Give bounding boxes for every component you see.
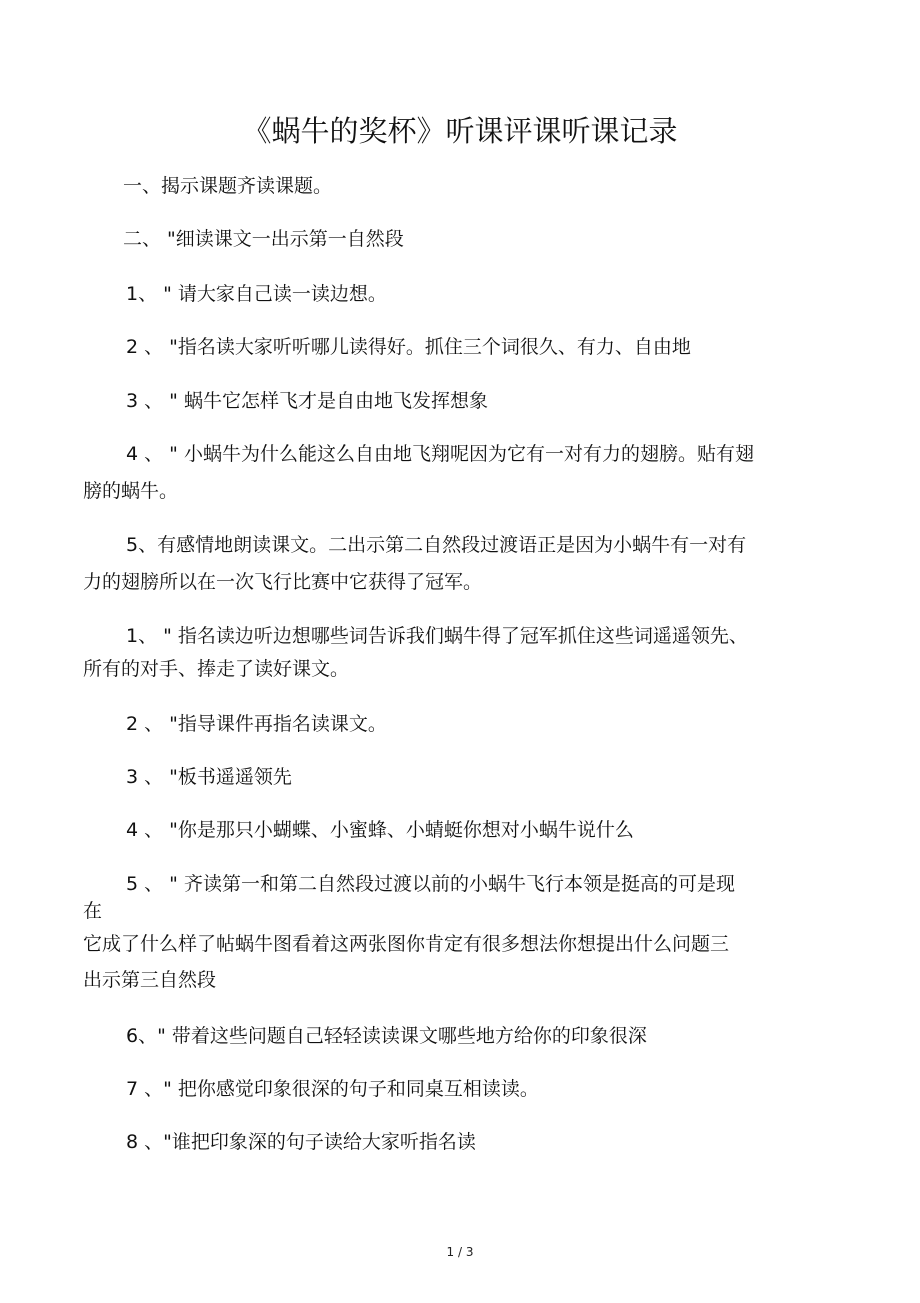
text-line: 3 、 " 蜗牛它怎样飞才是自由地飞发挥想象 [126, 390, 488, 412]
text-line: 5 、 " 齐读第一和第二自然段过渡以前的小蜗牛飞行本领是挺高的可是现 [126, 873, 735, 895]
text-line: 7 、" 把你感觉印象很深的句子和同桌互相读读。 [126, 1078, 539, 1100]
text-line: 1、 " 请大家自己读一读边想。 [126, 283, 387, 305]
document-title: 《蜗牛的奖杯》听课评课听课记录 [242, 114, 678, 148]
text-line: 出示第三自然段 [83, 969, 217, 991]
text-line: 1、 " 指名读边听边想哪些词告诉我们蜗牛得了冠军抓住这些词遥遥领先、 [126, 625, 748, 647]
text-line: 它成了什么样了帖蜗牛图看着这两张图你肯定有很多想法你想提出什么问题三 [83, 933, 730, 955]
text-line: 3 、 "板书遥遥领先 [126, 766, 292, 788]
text-line: 5、有感情地朗读课文。二出示第二自然段过渡语正是因为小蜗牛有一对有 [126, 534, 747, 556]
text-line: 6、" 带着这些问题自己轻轻读读课文哪些地方给你的印象很深 [126, 1025, 647, 1047]
page-number: 1 / 3 [446, 1245, 474, 1259]
text-line: 2 、 "指名读大家听听哪儿读得好。抓住三个词很久、有力、自由地 [126, 336, 691, 358]
text-line: 8 、"谁把印象深的句子读给大家听指名读 [126, 1131, 476, 1153]
text-line: 力的翅膀所以在一次飞行比赛中它获得了冠军。 [83, 571, 483, 593]
text-line: 一、揭示课题齐读课题。 [123, 175, 333, 197]
text-line: 在 [83, 900, 103, 922]
text-line: 4 、 " 小蜗牛为什么能这么自由地飞翔呢因为它有一对有力的翅膀。贴有翅 [126, 443, 754, 465]
text-line: 膀的蜗牛。 [83, 480, 179, 502]
text-line: 所有的对手、捧走了读好课文。 [83, 658, 350, 680]
text-line: 4 、 "你是那只小蝴蝶、小蜜蜂、小蜻蜓你想对小蜗牛说什么 [126, 819, 634, 841]
text-line: 二、 "细读课文一出示第一自然段 [123, 228, 404, 250]
text-line: 2 、 "指导课件再指名读课文。 [126, 713, 387, 735]
